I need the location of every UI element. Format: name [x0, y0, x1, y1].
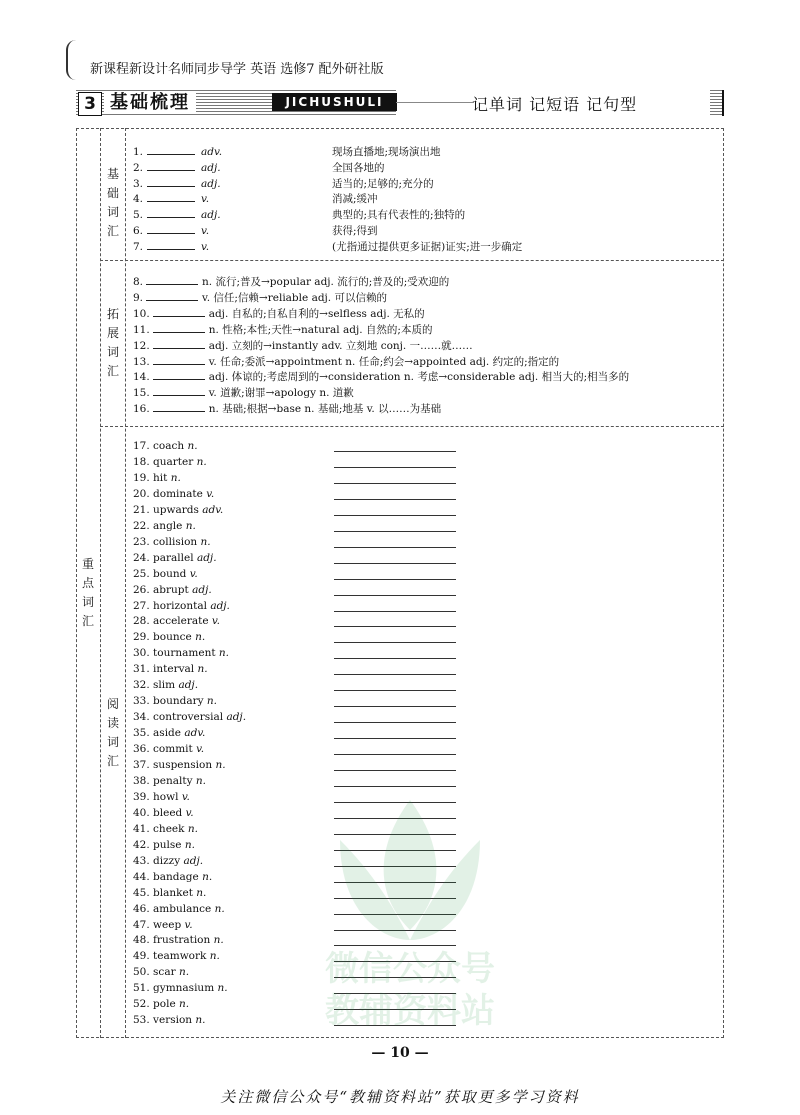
part-of-speech: adj.	[201, 209, 221, 222]
section-title: 基础梳理	[104, 92, 196, 114]
item-number: 11.	[133, 323, 150, 336]
item-number: 53.	[133, 1014, 150, 1027]
reading-vocab-item	[133, 502, 223, 518]
answer-line[interactable]	[334, 738, 456, 739]
basic-vocab-meaning: 消减;缓冲	[332, 193, 378, 206]
part-of-speech: n.	[195, 631, 206, 644]
reading-vocab-item	[133, 789, 190, 805]
item-number: 42.	[133, 838, 150, 851]
item-number: 15.	[133, 387, 150, 400]
extended-vocab-item	[133, 401, 441, 417]
item-number: 5.	[133, 209, 144, 222]
reading-vocab-item	[133, 438, 198, 454]
extended-vocab-item	[133, 322, 432, 338]
answer-blank[interactable]	[146, 290, 198, 301]
item-number: 22.	[133, 519, 150, 532]
item-number: 44.	[133, 870, 150, 883]
part-of-speech: n.	[196, 886, 207, 899]
item-word: penalty	[153, 774, 193, 787]
answer-line[interactable]	[334, 674, 456, 675]
item-word: bandage	[153, 870, 199, 883]
item-number: 18.	[133, 455, 150, 468]
item-number: 3.	[133, 177, 144, 190]
answer-line[interactable]	[334, 690, 456, 691]
item-number: 35.	[133, 727, 150, 740]
reading-vocab-item	[133, 629, 205, 645]
part-of-speech: n.	[187, 822, 198, 835]
basic-vocab-meaning: 全国各地的	[332, 161, 385, 174]
part-of-speech: n.	[213, 934, 224, 947]
item-word: suspension	[153, 759, 213, 771]
item-definition: v. 道歉;谢罪→apology n. 道歉	[208, 387, 354, 400]
answer-line[interactable]	[334, 754, 456, 755]
item-number: 28.	[133, 615, 150, 628]
answer-line[interactable]	[334, 642, 456, 643]
basic-vocab-item	[133, 176, 221, 192]
reading-vocab-item	[133, 964, 189, 980]
answer-line[interactable]	[334, 658, 456, 659]
basic-vocab-item	[133, 144, 222, 160]
part-of-speech: n.	[187, 440, 198, 452]
answer-line[interactable]	[334, 563, 456, 564]
item-word: boundary	[153, 695, 204, 708]
item-word: controversial	[153, 711, 224, 724]
answer-blank[interactable]	[153, 338, 205, 349]
item-word: version	[153, 1014, 193, 1027]
item-word: upwards	[153, 503, 199, 516]
item-word: slim	[153, 679, 176, 692]
footer-note: 关注微信公众号“教辅资料站”获取更多学习资料	[220, 1088, 580, 1106]
part-of-speech: v.	[211, 615, 220, 628]
basic-vocab-label: 基础词汇	[106, 167, 119, 238]
item-number: 13.	[133, 355, 150, 368]
item-number: 49.	[133, 950, 150, 963]
watermark-line1: 微信公众号	[325, 949, 495, 989]
part-of-speech: v.	[185, 806, 194, 819]
item-number: 16.	[133, 403, 150, 416]
item-number: 24.	[133, 551, 150, 564]
page-number: — 10 —	[371, 1045, 429, 1061]
basic-vocab-item	[133, 223, 209, 239]
item-number: 43.	[133, 854, 150, 867]
answer-line[interactable]	[334, 547, 456, 548]
reading-vocab-item	[133, 773, 206, 789]
part-of-speech: adj.	[210, 599, 230, 612]
part-of-speech: adj.	[183, 854, 204, 867]
item-number: 8.	[133, 276, 144, 288]
column-divider-2	[125, 128, 126, 1038]
answer-line[interactable]	[334, 706, 456, 707]
reading-vocab-item	[133, 661, 208, 677]
item-word: pole	[153, 998, 176, 1011]
answer-blank[interactable]	[147, 160, 195, 171]
item-number: 36.	[133, 743, 150, 756]
reading-vocab-item	[133, 805, 194, 821]
part-of-speech: n.	[214, 902, 225, 915]
basic-vocab-item	[133, 239, 209, 255]
banner-end-stripes	[710, 90, 724, 116]
reading-vocab-item	[133, 725, 205, 741]
answer-line[interactable]	[334, 467, 456, 468]
page-edge-curve	[66, 40, 78, 80]
section-number: 3	[78, 92, 102, 116]
part-of-speech: n.	[197, 663, 208, 676]
basic-vocab-meaning: 典型的;具有代表性的;独特的	[332, 209, 466, 222]
column-divider-1	[100, 128, 101, 1038]
item-word: teamwork	[153, 950, 207, 963]
item-number: 47.	[133, 918, 150, 931]
reading-vocab-item	[133, 582, 212, 598]
key-vocab-label: 重点词汇	[81, 557, 94, 628]
part-of-speech: adj.	[192, 583, 212, 596]
item-word: pulse	[153, 838, 182, 851]
reading-vocab-item	[133, 885, 206, 901]
item-definition: adj. 立刻的→instantly adv. 立刻地 conj. 一……就……	[208, 339, 473, 352]
item-definition: adj. 体谅的;考虑周到的→consideration n. 考虑→considerable adj. 相当大的;相当多的	[208, 371, 630, 384]
item-number: 41.	[133, 822, 150, 835]
item-word: scar	[153, 966, 176, 979]
item-number: 37.	[133, 759, 150, 771]
item-number: 48.	[133, 934, 150, 947]
item-number: 17.	[133, 440, 150, 452]
basic-vocab-meaning: 现场直播地;现场演出地	[332, 146, 441, 158]
part-of-speech: adv.	[202, 503, 224, 516]
part-of-speech: adj.	[196, 551, 217, 564]
answer-blank[interactable]	[153, 385, 205, 396]
reading-vocab-item	[133, 598, 230, 614]
basic-vocab-meaning: 适当的;足够的;充分的	[332, 177, 434, 190]
answer-blank[interactable]	[153, 369, 205, 380]
item-number: 39.	[133, 790, 150, 803]
basic-vocab-item	[133, 207, 221, 223]
item-number: 45.	[133, 886, 150, 899]
item-number: 29.	[133, 631, 150, 644]
item-number: 34.	[133, 711, 150, 724]
watermark-logo	[300, 780, 520, 1030]
reading-vocab-item	[133, 932, 224, 948]
row-divider-1	[100, 260, 724, 261]
basic-vocab-meaning: (尤指通过提供更多证据)证实;进一步确定	[332, 240, 523, 253]
item-word: aside	[153, 727, 181, 740]
reading-vocab-item	[133, 1012, 206, 1028]
extended-vocab-item	[133, 274, 449, 290]
basic-vocab-meaning: 获得;得到	[332, 225, 378, 237]
part-of-speech: n.	[196, 455, 207, 468]
item-word: quarter	[153, 455, 194, 468]
part-of-speech: n.	[185, 519, 196, 532]
watermark-line2: 教辅资料站	[325, 991, 495, 1030]
item-word: tournament	[153, 647, 216, 660]
answer-line[interactable]	[334, 611, 456, 612]
part-of-speech: n.	[179, 998, 190, 1011]
reading-vocab-item	[133, 837, 195, 853]
part-of-speech: v.	[196, 743, 205, 756]
item-word: parallel	[153, 551, 194, 564]
reading-vocab-item	[133, 486, 214, 502]
answer-blank[interactable]	[147, 239, 195, 250]
reading-vocab-item	[133, 757, 226, 773]
extended-vocab-item	[133, 354, 559, 370]
reading-vocab-item	[133, 980, 228, 996]
part-of-speech: v.	[184, 918, 193, 931]
item-word: abrupt	[153, 583, 189, 596]
part-of-speech: n.	[195, 1014, 206, 1027]
extended-vocab-label: 拓展词汇	[106, 307, 119, 378]
part-of-speech: n.	[178, 966, 190, 979]
part-of-speech: n.	[202, 870, 213, 883]
item-word: bleed	[153, 806, 183, 819]
item-number: 1.	[133, 146, 144, 158]
item-word: collision	[153, 535, 198, 548]
item-number: 46.	[133, 902, 150, 915]
answer-line[interactable]	[334, 626, 456, 627]
answer-line[interactable]	[334, 499, 456, 500]
extended-vocab-item	[133, 290, 387, 306]
item-word: angle	[153, 519, 183, 532]
part-of-speech: n.	[217, 982, 228, 995]
item-definition: n. 流行;普及→popular adj. 流行的;普及的;受欢迎的	[202, 276, 450, 288]
item-number: 30.	[133, 647, 150, 660]
part-of-speech: v.	[189, 567, 198, 580]
item-definition: v. 任命;委派→appointment n. 任命;约会→appointed adj. 约定的;指定的	[208, 355, 560, 368]
item-number: 12.	[133, 339, 150, 352]
reading-vocab-item	[133, 709, 246, 725]
reading-vocab-item	[133, 853, 203, 869]
item-definition: n. 性格;本性;天性→natural adj. 自然的;本质的	[208, 323, 433, 336]
item-number: 6.	[133, 225, 144, 237]
item-definition: v. 信任;信赖→reliable adj. 可以信赖的	[202, 291, 387, 304]
part-of-speech: n.	[215, 759, 226, 771]
item-word: cheek	[153, 822, 185, 835]
part-of-speech: n.	[218, 647, 229, 660]
item-word: accelerate	[153, 615, 209, 628]
item-number: 52.	[133, 998, 150, 1011]
answer-line[interactable]	[334, 595, 456, 596]
item-number: 7.	[133, 240, 144, 253]
item-word: dizzy	[153, 854, 181, 867]
item-number: 23.	[133, 535, 150, 548]
reading-vocab-item	[133, 534, 211, 550]
reading-vocab-item	[133, 869, 212, 885]
answer-blank[interactable]	[153, 322, 205, 333]
item-word: commit	[153, 743, 193, 756]
part-of-speech: n.	[170, 471, 181, 484]
item-number: 51.	[133, 982, 150, 995]
banner-divider	[396, 102, 474, 103]
item-word: frustration	[153, 934, 211, 947]
part-of-speech: v.	[181, 790, 190, 803]
item-number: 40.	[133, 806, 150, 819]
reading-vocab-item	[133, 454, 207, 470]
extended-vocab-item	[133, 306, 425, 322]
item-number: 10.	[133, 307, 150, 320]
answer-line[interactable]	[334, 722, 456, 723]
reading-vocab-item	[133, 741, 204, 757]
answer-line[interactable]	[334, 515, 456, 516]
answer-blank[interactable]	[153, 306, 205, 317]
answer-line[interactable]	[334, 483, 456, 484]
item-number: 31.	[133, 663, 150, 676]
answer-line[interactable]	[334, 451, 456, 452]
reading-vocab-item	[133, 566, 198, 582]
section-title-pinyin: JICHUSHULI	[272, 93, 397, 111]
answer-blank[interactable]	[147, 176, 195, 187]
item-word: weep	[153, 918, 182, 931]
reading-vocab-item	[133, 677, 198, 693]
book-title: 新课程新设计名师同步导学 英语 选修7 配外研社版	[90, 62, 384, 77]
part-of-speech: v.	[201, 193, 210, 206]
item-word: interval	[153, 663, 195, 676]
item-word: bounce	[153, 631, 192, 644]
part-of-speech: n.	[184, 838, 195, 851]
reading-vocab-item	[133, 948, 220, 964]
extended-vocab-item	[133, 385, 354, 401]
item-word: coach	[153, 440, 185, 452]
part-of-speech: n.	[200, 535, 211, 548]
item-number: 25.	[133, 567, 150, 580]
item-number: 4.	[133, 193, 144, 206]
item-number: 26.	[133, 583, 150, 596]
item-number: 33.	[133, 695, 150, 708]
reading-vocab-item	[133, 821, 198, 837]
basic-vocab-item	[133, 160, 221, 176]
part-of-speech: v.	[201, 240, 210, 253]
part-of-speech: adj.	[178, 679, 199, 692]
item-definition: n. 基础;根据→base n. 基础;地基 v. 以……为基础	[208, 403, 442, 416]
reading-vocab-label: 阅读词汇	[106, 697, 119, 768]
section-subtitle: 记单词 记短语 记句型	[472, 95, 638, 114]
item-word: blanket	[153, 886, 193, 899]
part-of-speech: n.	[206, 695, 218, 708]
answer-line[interactable]	[334, 579, 456, 580]
reading-vocab-item	[133, 470, 181, 486]
item-word: howl	[153, 790, 179, 803]
item-number: 38.	[133, 774, 150, 787]
item-definition: adj. 自私的;自私自利的→selfless adj. 无私的	[208, 307, 425, 320]
basic-vocab-item	[133, 191, 209, 207]
item-number: 2.	[133, 161, 144, 174]
extended-vocab-item	[133, 369, 629, 385]
reading-vocab-item	[133, 996, 189, 1012]
reading-vocab-item	[133, 518, 196, 534]
answer-blank[interactable]	[153, 401, 205, 412]
part-of-speech: v.	[201, 225, 210, 237]
item-number: 14.	[133, 371, 150, 384]
item-word: bound	[153, 567, 187, 580]
part-of-speech: n.	[195, 774, 206, 787]
reading-vocab-item	[133, 917, 193, 933]
part-of-speech: adv.	[184, 727, 206, 740]
answer-blank[interactable]	[147, 191, 195, 202]
part-of-speech: adj.	[201, 177, 221, 190]
item-number: 21.	[133, 503, 150, 516]
item-number: 19.	[133, 471, 150, 484]
item-number: 9.	[133, 291, 144, 304]
answer-blank[interactable]	[146, 274, 198, 285]
item-word: gymnasium	[153, 982, 215, 995]
item-word: hit	[153, 471, 168, 484]
item-number: 20.	[133, 487, 150, 500]
reading-vocab-item	[133, 901, 225, 917]
extended-vocab-item	[133, 338, 473, 354]
reading-vocab-item	[133, 693, 217, 709]
reading-vocab-item	[133, 645, 229, 661]
item-word: dominate	[153, 487, 203, 500]
item-number: 27.	[133, 599, 150, 612]
part-of-speech: adj.	[226, 711, 247, 724]
part-of-speech: n.	[209, 950, 220, 963]
answer-blank[interactable]	[147, 144, 195, 155]
answer-blank[interactable]	[153, 354, 205, 365]
answer-line[interactable]	[334, 770, 456, 771]
reading-vocab-item	[133, 550, 217, 566]
part-of-speech: adv.	[201, 146, 223, 158]
item-number: 50.	[133, 966, 150, 979]
row-divider-2	[100, 426, 724, 427]
item-number: 32.	[133, 679, 150, 692]
reading-vocab-item	[133, 613, 220, 629]
answer-line[interactable]	[334, 531, 456, 532]
answer-blank[interactable]	[147, 223, 195, 234]
item-word: ambulance	[153, 902, 212, 915]
answer-blank[interactable]	[147, 207, 195, 218]
part-of-speech: v.	[206, 487, 215, 500]
item-word: horizontal	[153, 599, 207, 612]
part-of-speech: adj.	[201, 161, 221, 174]
